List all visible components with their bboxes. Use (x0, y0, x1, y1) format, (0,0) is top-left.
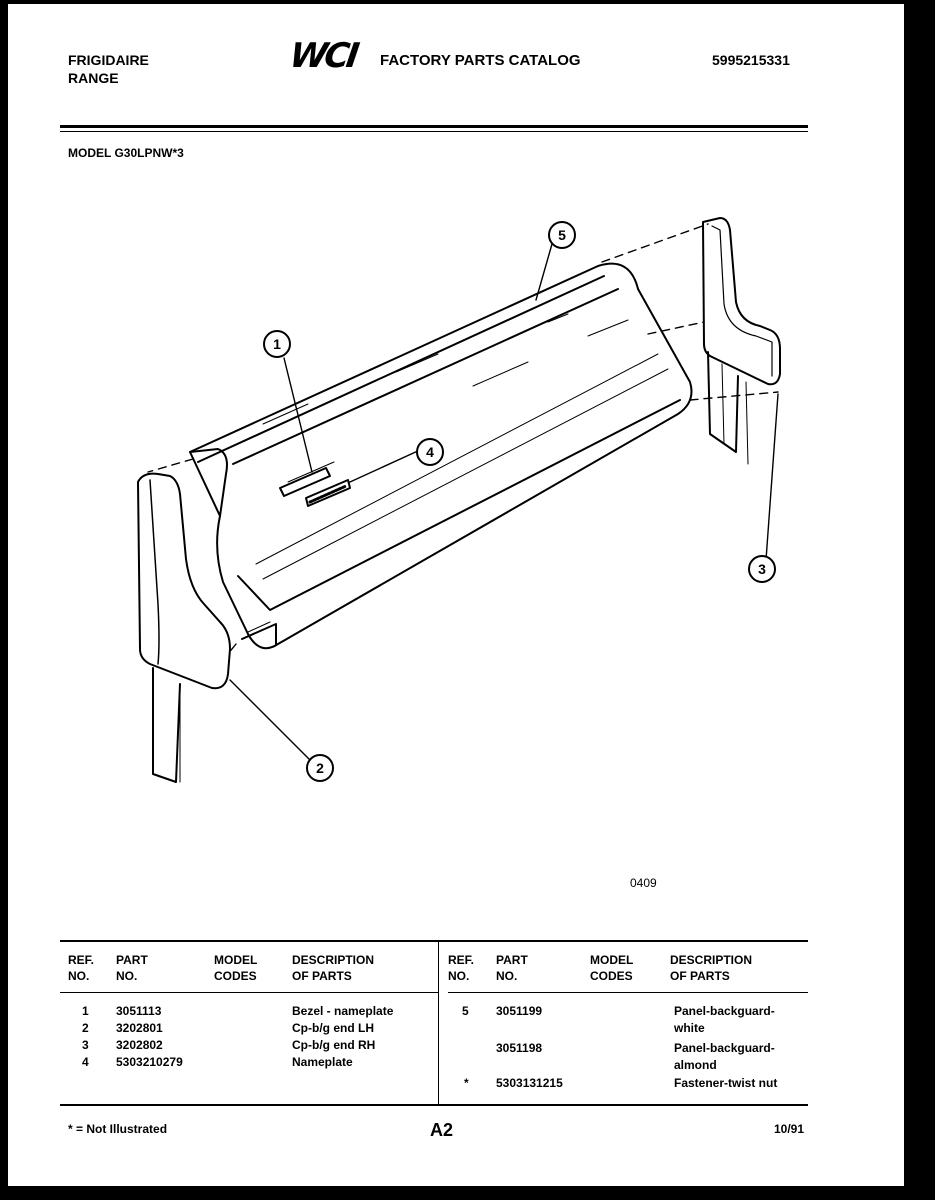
col-header-part-left: PART NO. (116, 953, 148, 983)
page-number: A2 (430, 1120, 454, 1140)
callout-label-3: 3 (758, 561, 766, 577)
part-description: Panel-backguard- (674, 1041, 775, 1055)
end-cap-lh-part (138, 474, 230, 782)
not-illustrated-note: * = Not Illustrated (68, 1122, 168, 1136)
callout-label-4: 4 (426, 444, 434, 460)
part-no: 3202802 (116, 1038, 163, 1052)
ref-no: 5 (462, 1004, 469, 1018)
leader-3 (766, 394, 778, 560)
part-description-cont: almond (674, 1058, 717, 1072)
brand-line-2: RANGE (68, 70, 119, 86)
brand-line-1: FRIGIDAIRE (68, 52, 149, 68)
ref-no: 3 (82, 1038, 89, 1052)
callout-label-1: 1 (273, 336, 281, 352)
ref-no: 4 (82, 1055, 89, 1069)
part-no: 3202801 (116, 1021, 163, 1035)
part-no: 5303131215 (496, 1076, 563, 1090)
table-center-divider (438, 942, 439, 1104)
col-header-desc-right: DESCRIPTION OF PARTS (670, 953, 753, 983)
catalog-title: FACTORY PARTS CATALOG (380, 52, 581, 69)
part-description: Cp-b/g end RH (292, 1038, 376, 1052)
col-header-desc-left: DESCRIPTION OF PARTS (292, 953, 375, 983)
col-header-model-right: MODEL CODES (590, 953, 634, 983)
part-description: Fastener-twist nut (674, 1076, 778, 1090)
exploded-parts-diagram (8, 4, 904, 924)
part-description: Nameplate (292, 1055, 353, 1069)
col-header-part-right: PART NO. (496, 953, 528, 983)
part-description: Panel-backguard- (674, 1004, 775, 1018)
end-cap-rh-part (703, 218, 780, 464)
leader-4 (350, 450, 420, 482)
catalog-sheet (8, 4, 904, 1186)
catalog-number: 5995215331 (712, 52, 790, 68)
drawing-code: 0409 (630, 876, 657, 890)
part-description: Cp-b/g end LH (292, 1021, 374, 1035)
table-bottom-rule (60, 1104, 808, 1106)
ref-no: * (464, 1076, 469, 1090)
table-top-rule (60, 940, 808, 942)
ref-no: 1 (82, 1004, 89, 1018)
part-description-cont: white (674, 1021, 705, 1035)
table-header-rule-left (60, 992, 438, 993)
catalog-date: 10/91 (774, 1122, 805, 1136)
callout-label-5: 5 (558, 227, 566, 243)
leader-2 (230, 680, 312, 762)
leader-1 (284, 358, 312, 472)
part-no: 3051198 (496, 1041, 543, 1055)
part-no: 5303210279 (116, 1055, 183, 1069)
model-label: MODEL G30LPNW*3 (68, 146, 184, 160)
bezel-nameplate-part (280, 462, 350, 506)
part-no: 3051113 (116, 1004, 162, 1018)
part-no: 3051199 (496, 1004, 543, 1018)
ref-no: 2 (82, 1021, 89, 1035)
wci-logo: WCI (287, 36, 359, 76)
callout-label-2: 2 (316, 760, 324, 776)
col-header-model-left: MODEL CODES (214, 953, 258, 983)
table-header-rule-right (448, 992, 808, 993)
col-header-ref-left: REF. NO. (68, 953, 95, 983)
col-header-ref-right: REF. NO. (448, 953, 475, 983)
part-description: Bezel - nameplate (292, 1004, 394, 1018)
